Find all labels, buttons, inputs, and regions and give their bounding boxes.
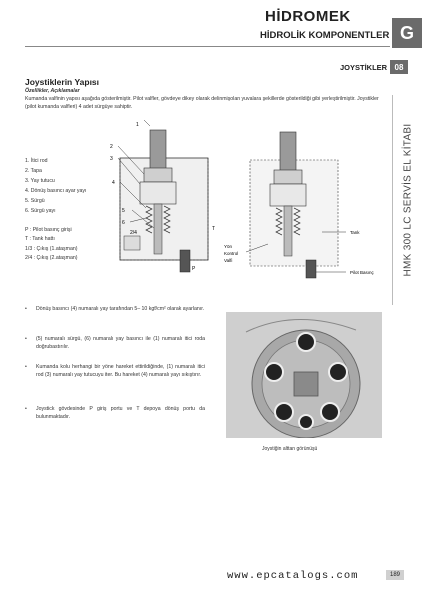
parts-legend-item: 3. Yay tutucu [25, 178, 55, 184]
bullet-item: • Joystick gövdesinde P giriş portu ve T depoya dönüş portu da bulunmaktadır. [25, 406, 205, 420]
bullet-dot: • [25, 306, 27, 312]
joystick-circuit-diagram [222, 124, 390, 284]
ports-legend-item: P : Pilot basınç girişi [25, 227, 72, 233]
page-number: 189 [386, 570, 404, 580]
parts-legend [25, 156, 86, 216]
callout-t: T [212, 226, 216, 232]
callout-4: 4 [112, 180, 115, 186]
callout-3: 3 [110, 156, 113, 162]
brand-logo: HİDROMEK [265, 8, 351, 25]
page-subtitle: Özellikler, Açıklamalar [25, 88, 80, 94]
footer-url: www.epcatalogs.com [227, 570, 359, 582]
ports-legend [25, 226, 77, 263]
label-tank: Tank [350, 230, 360, 235]
parts-legend-item: 4. Dönüş basıncı ayar yayı [25, 188, 87, 194]
parts-legend-item: 6. Sürgü yayı [25, 208, 56, 214]
label-pilot-pressure: Pilot Basınç [350, 270, 374, 275]
photo-caption: Joystiğin alttan görünüşü [262, 446, 318, 452]
callout-p: P [192, 266, 196, 272]
intro-paragraph: Kumanda valfinin yapısı aşağıda gösterilmiştir. Pilot valfler, gövdeye dikey olarak delinmişolan yuvalara şekillerde gösterildiği gibi yerleştirilmiştir. Joystikler (pilot kumanda valfleri) 4 adet sürgüye sahiptir. [25, 96, 379, 110]
side-divider [392, 95, 393, 305]
side-title: HMK 300 LC SERVİS EL KİTABI [402, 123, 414, 277]
callout-2: 2 [110, 144, 113, 150]
bullet-item: • Kumanda kolu herhangi bir yöne hareket ettirildiğinde, (1) numaralı itici rod (3) numaralı yay tutucuyu iter. Bu hareket (4) numaralı yayı sıkıştırır. [25, 364, 205, 378]
label-direction-2: Kontrol [224, 251, 239, 256]
bullet-item: • (5) numaralı sürgü, (6) numaralı yay basıncı ile (1) numaralı itici roda doğrubastırılır. [25, 336, 205, 350]
parts-legend-item: 5. Sürgü [25, 198, 45, 204]
callout-6: 6 [122, 220, 125, 226]
section-letter-badge: G [392, 18, 422, 48]
bullet-dot: • [25, 336, 27, 342]
callout-2-4: 2/4 [130, 230, 137, 236]
bullet-item: • Dönüş basıncı (4) numaralı yay tarafından 5– 10 kgf/cm² olarak ayarlanır. [25, 306, 205, 312]
ports-legend-item: T : Tank hattı [25, 236, 55, 243]
bullet-dot: • [25, 406, 27, 412]
section-title: JOYSTİKLER [340, 63, 388, 72]
ports-legend-item: 2/4 : Çıkış (2.ataşman) [25, 254, 78, 261]
parts-legend-item: 2. Tapa [25, 168, 42, 174]
label-direction-1: Yön [224, 244, 233, 249]
page-title: Joystiklerin Yapısı [25, 77, 100, 87]
joystick-bottom-photo [226, 312, 382, 438]
ports-legend-item: 1/3 : Çıkış (1.ataşman) [25, 245, 78, 252]
header-subtitle: HİDROLİK KOMPONENTLER [260, 30, 390, 41]
callout-5: 5 [122, 208, 125, 214]
section-number-badge: 08 [390, 60, 408, 74]
bullet-dot: • [25, 364, 27, 370]
header-divider [25, 46, 390, 47]
parts-legend-item: 1. İtici rod [25, 158, 48, 164]
label-direction-3: Valfi [224, 258, 233, 263]
callout-1: 1 [136, 122, 139, 128]
joystick-cross-section-diagram [110, 118, 220, 293]
